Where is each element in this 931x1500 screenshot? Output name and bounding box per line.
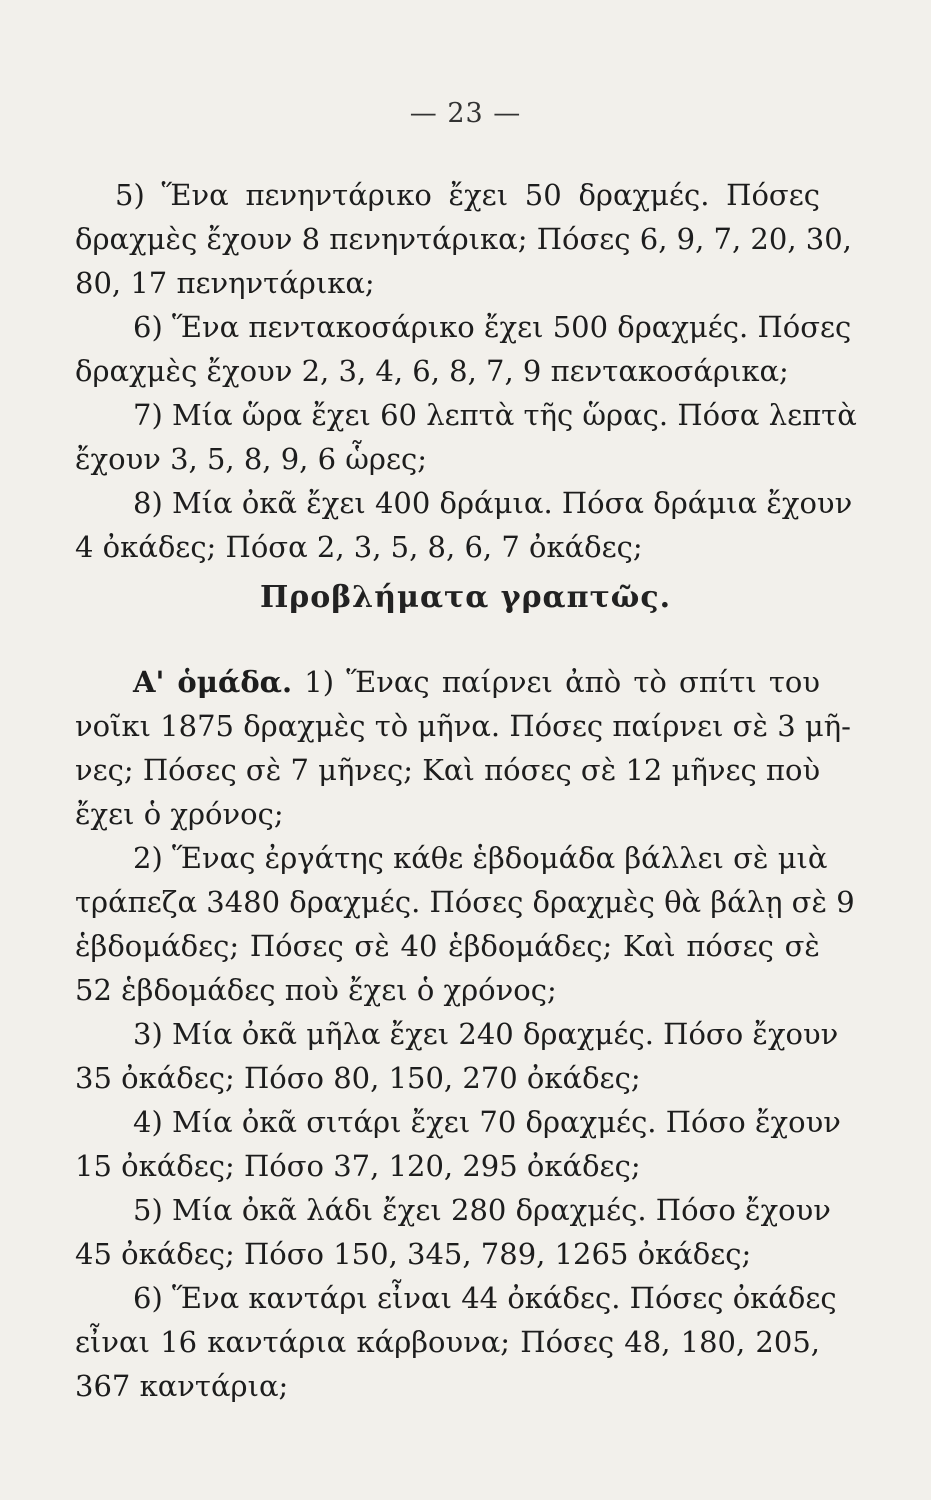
text-line: 5) Ἕνα πενηντάρικο ἔχει 50 δραχμές. Πόσες [115, 178, 820, 212]
text-line: 45 ὀκάδες; Πόσο 150, 345, 789, 1265 ὀκάδες; [75, 1237, 752, 1271]
text-line: ἔχει ὁ χρόνος; [75, 797, 284, 831]
text-line: 35 ὀκάδες; Πόσο 80, 150, 270 ὀκάδες; [75, 1061, 641, 1095]
text-line: δραχμὲς ἔχουν 8 πενηντάρικα; Πόσες 6, 9, 7, 20, 30, [75, 222, 852, 256]
text-line: 4 ὀκάδες; Πόσα 2, 3, 5, 8, 6, 7 ὀκάδες; [75, 530, 643, 564]
text-line: 80, 17 πενηντάρικα; [75, 266, 375, 300]
text-line: 15 ὀκάδες; Πόσο 37, 120, 295 ὀκάδες; [75, 1149, 641, 1183]
text-fragment: 1) Ἕνας παίρνει ἀπὸ τὸ σπίτι του [304, 665, 821, 699]
text-line: νοῖκι 1875 δραχμὲς τὸ μῆνα. Πόσες παίρνει σὲ 3 μῆ- [75, 709, 851, 743]
section-heading: Προβλήματα γραπτῶς. [259, 580, 672, 615]
text-line: ἑβδομάδες; Πόσες σὲ 40 ἑβδομάδες; Καὶ πόσες σὲ [75, 929, 820, 963]
text-line: νες; Πόσες σὲ 7 μῆνες; Καὶ πόσες σὲ 12 μῆνες ποὺ [75, 753, 821, 787]
text-line: 2) Ἕνας ἐργάτης κάθε ἑβδομάδα βάλλει σὲ μιὰ [133, 841, 828, 875]
text-line: 6) Ἕνα πεντακοσάρικο ἔχει 500 δραχμές. Πόσες [133, 310, 852, 344]
text-line: 8) Μία ὀκᾶ ἔχει 400 δράμια. Πόσα δράμια ἔχουν [133, 486, 853, 520]
text-line: 3) Μία ὀκᾶ μῆλα ἔχει 240 δραχμές. Πόσο ἔχουν [133, 1017, 839, 1051]
text-line: 6) Ἕνα καντάρι εἶναι 44 ὀκάδες. Πόσες ὀκάδες [133, 1281, 837, 1315]
page-number: — 23 — [409, 98, 522, 129]
text-line [75, 660, 820, 704]
group-label: Α' ὁμάδα. [133, 665, 293, 699]
text-line: 367 καντάρια; [75, 1369, 289, 1403]
text-line: 52 ἑβδομάδες ποὺ ἔχει ὁ χρόνος; [75, 973, 557, 1007]
text-line: τράπεζα 3480 δραχμές. Πόσες δραχμὲς θὰ βάλῃ σὲ 9 [75, 885, 855, 919]
text-line: εἶναι 16 καντάρια κάρβουνα; Πόσες 48, 180, 205, [75, 1325, 820, 1359]
text-line: 4) Μία ὀκᾶ σιτάρι ἔχει 70 δραχμές. Πόσο ἔχουν [133, 1105, 841, 1139]
text-line: 7) Μία ὥρα ἔχει 60 λεπτὰ τῆς ὥρας. Πόσα λεπτὰ [133, 398, 857, 432]
text-line: δραχμὲς ἔχουν 2, 3, 4, 6, 8, 7, 9 πεντακοσάρικα; [75, 354, 789, 388]
text-line: 5) Μία ὀκᾶ λάδι ἔχει 280 δραχμές. Πόσο ἔχουν [133, 1193, 831, 1227]
text-line: ἔχουν 3, 5, 8, 9, 6 ὧρες; [75, 442, 428, 476]
